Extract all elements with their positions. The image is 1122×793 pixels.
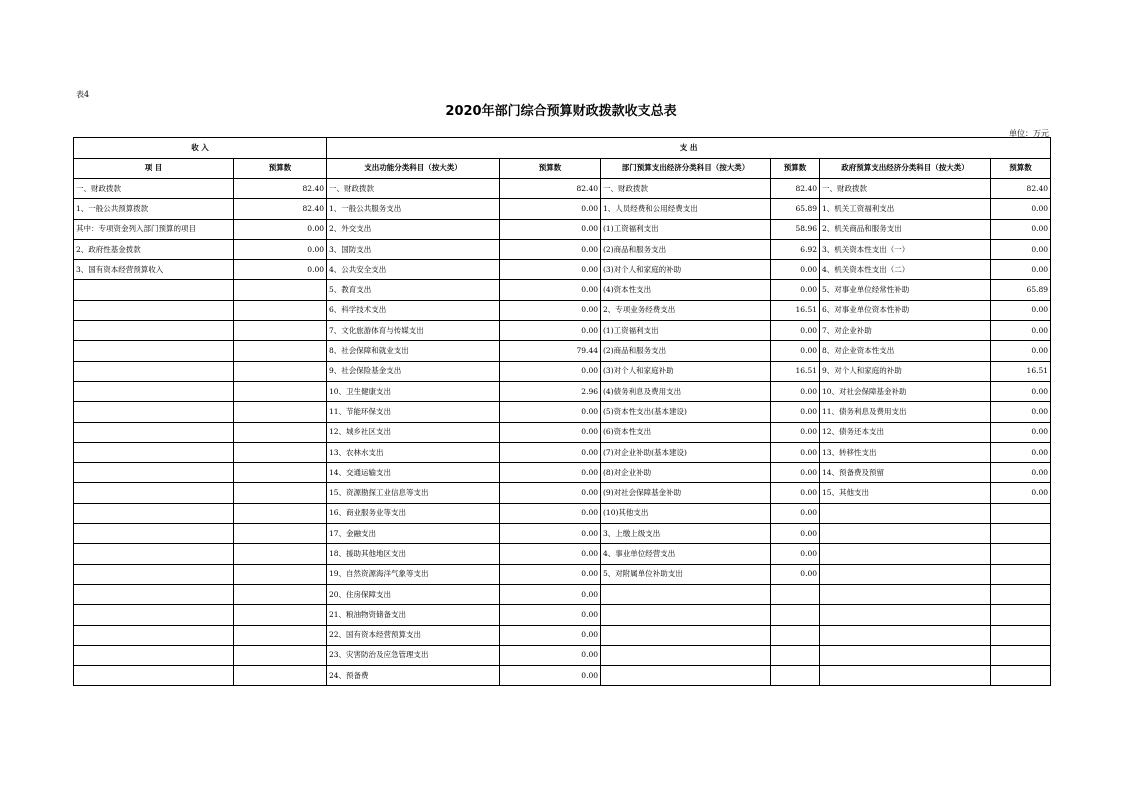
gov-economic-item-cell — [820, 605, 991, 625]
gov-economic-item-cell — [820, 625, 991, 645]
function-item-cell: 21、粮油物资储备支出 — [327, 605, 500, 625]
gov-economic-amount-cell: 0.00 — [991, 199, 1051, 219]
table-row — [74, 219, 1051, 239]
income-amount-cell — [234, 483, 327, 503]
gov-economic-item-cell: 8、对企业资本性支出 — [820, 341, 991, 361]
table-row — [74, 564, 1051, 584]
function-item-cell: 4、公共安全支出 — [327, 260, 500, 280]
income-item-cell — [74, 463, 234, 483]
gov-economic-item-cell — [820, 544, 991, 564]
function-item-cell: 一、财政拨款 — [327, 179, 500, 199]
income-item-cell — [74, 442, 234, 462]
gov-economic-amount-cell: 0.00 — [991, 422, 1051, 442]
table-row — [74, 402, 1051, 422]
function-item-cell: 18、援助其他地区支出 — [327, 544, 500, 564]
dept-economic-amount-cell: 65.89 — [771, 199, 820, 219]
dept-economic-amount-cell — [771, 645, 820, 665]
income-amount-cell — [234, 564, 327, 584]
income-amount-cell — [234, 381, 327, 401]
header-row-columns — [74, 158, 1051, 179]
function-item-cell: 10、卫生健康支出 — [327, 381, 500, 401]
dept-economic-item-cell: (1)工资福利支出 — [601, 321, 771, 341]
income-item-cell: 3、国有资本经营预算收入 — [74, 260, 234, 280]
income-item-cell — [74, 402, 234, 422]
income-amount-cell — [234, 503, 327, 523]
table-row — [74, 179, 1051, 199]
gov-economic-amount-cell — [991, 605, 1051, 625]
dept-economic-amount-cell: 16.51 — [771, 300, 820, 320]
income-item-cell — [74, 625, 234, 645]
table-row — [74, 361, 1051, 381]
income-item-cell — [74, 381, 234, 401]
table-row — [74, 300, 1051, 320]
income-item-cell — [74, 605, 234, 625]
income-amount-cell — [234, 361, 327, 381]
table-row — [74, 666, 1051, 686]
income-amount-cell — [234, 280, 327, 300]
function-item-cell: 2、外交支出 — [327, 219, 500, 239]
gov-economic-item-cell: 15、其他支出 — [820, 483, 991, 503]
income-item-cell — [74, 524, 234, 544]
col-budget-header: 预算数 — [771, 158, 820, 179]
table-row — [74, 645, 1051, 665]
gov-economic-item-cell: 6、对事业单位资本性补助 — [820, 300, 991, 320]
dept-economic-item-cell: (4)债务利息及费用支出 — [601, 381, 771, 401]
dept-economic-item-cell: (1)工资福利支出 — [601, 219, 771, 239]
income-item-cell: 2、政府性基金拨款 — [74, 239, 234, 259]
income-amount-cell: 82.40 — [234, 179, 327, 199]
function-item-cell: 22、国有资本经营预算支出 — [327, 625, 500, 645]
gov-economic-item-cell — [820, 666, 991, 686]
table-row — [74, 280, 1051, 300]
dept-economic-item-cell: 一、财政拨款 — [601, 179, 771, 199]
function-item-cell: 19、自然资源海洋气象等支出 — [327, 564, 500, 584]
function-item-cell: 20、住房保障支出 — [327, 584, 500, 604]
dept-economic-amount-cell: 0.00 — [771, 503, 820, 523]
function-item-cell: 6、科学技术支出 — [327, 300, 500, 320]
gov-economic-item-cell: 9、对个人和家庭的补助 — [820, 361, 991, 381]
dept-economic-amount-cell: 58.96 — [771, 219, 820, 239]
function-amount-cell: 0.00 — [500, 260, 601, 280]
gov-economic-item-cell: 14、预备费及预留 — [820, 463, 991, 483]
expense-header: 支 出 — [327, 138, 1051, 159]
income-amount-cell — [234, 584, 327, 604]
income-item-cell: 一、财政拨款 — [74, 179, 234, 199]
dept-economic-amount-cell: 16.51 — [771, 361, 820, 381]
table-row — [74, 524, 1051, 544]
col-budget-header: 预算数 — [991, 158, 1051, 179]
function-item-cell: 7、文化旅游体育与传媒支出 — [327, 321, 500, 341]
income-amount-cell — [234, 605, 327, 625]
dept-economic-amount-cell: 0.00 — [771, 341, 820, 361]
dept-economic-item-cell: 4、事业单位经营支出 — [601, 544, 771, 564]
gov-economic-item-cell: 3、机关资本性支出（一） — [820, 239, 991, 259]
dept-economic-amount-cell — [771, 584, 820, 604]
income-item-cell — [74, 280, 234, 300]
gov-economic-amount-cell: 0.00 — [991, 300, 1051, 320]
table-row — [74, 605, 1051, 625]
col-budget-header: 预算数 — [500, 158, 601, 179]
function-amount-cell: 79.44 — [500, 341, 601, 361]
income-amount-cell — [234, 463, 327, 483]
function-amount-cell: 0.00 — [500, 199, 601, 219]
income-item-cell — [74, 584, 234, 604]
income-amount-cell — [234, 442, 327, 462]
function-amount-cell: 0.00 — [500, 219, 601, 239]
unit-label: 单位：万元 — [1009, 129, 1049, 138]
function-item-cell: 11、节能环保支出 — [327, 402, 500, 422]
dept-economic-amount-cell: 6.92 — [771, 239, 820, 259]
function-amount-cell: 0.00 — [500, 422, 601, 442]
dept-economic-item-cell: (2)商品和服务支出 — [601, 341, 771, 361]
dept-economic-item-cell: (3)对个人和家庭补助 — [601, 361, 771, 381]
income-item-cell — [74, 341, 234, 361]
dept-economic-item-cell: (6)资本性支出 — [601, 422, 771, 442]
function-item-cell: 14、交通运输支出 — [327, 463, 500, 483]
dept-economic-item-cell: 1、人员经费和公用经费支出 — [601, 199, 771, 219]
dept-economic-item-cell: 2、专项业务经费支出 — [601, 300, 771, 320]
gov-economic-item-cell: 12、债务还本支出 — [820, 422, 991, 442]
dept-economic-amount-cell: 0.00 — [771, 260, 820, 280]
header-row-group — [74, 138, 1051, 159]
gov-economic-item-cell — [820, 564, 991, 584]
dept-economic-item-cell: 3、上缴上级支出 — [601, 524, 771, 544]
function-amount-cell: 0.00 — [500, 645, 601, 665]
gov-economic-amount-cell — [991, 584, 1051, 604]
function-item-cell: 12、城乡社区支出 — [327, 422, 500, 442]
table-row — [74, 199, 1051, 219]
income-item-cell — [74, 483, 234, 503]
income-amount-cell — [234, 300, 327, 320]
gov-economic-amount-cell: 16.51 — [991, 361, 1051, 381]
table-number: 表4 — [76, 90, 90, 99]
function-item-cell: 9、社会保险基金支出 — [327, 361, 500, 381]
income-amount-cell — [234, 524, 327, 544]
income-header: 收 入 — [74, 138, 327, 159]
gov-economic-amount-cell: 0.00 — [991, 321, 1051, 341]
dept-economic-amount-cell — [771, 666, 820, 686]
function-amount-cell: 0.00 — [500, 321, 601, 341]
table-row — [74, 239, 1051, 259]
gov-economic-amount-cell — [991, 503, 1051, 523]
table-row — [74, 503, 1051, 523]
dept-economic-amount-cell: 0.00 — [771, 280, 820, 300]
gov-economic-amount-cell: 65.89 — [991, 280, 1051, 300]
dept-economic-amount-cell: 0.00 — [771, 483, 820, 503]
gov-economic-amount-cell: 82.40 — [991, 179, 1051, 199]
table-row — [74, 584, 1051, 604]
table-row — [74, 321, 1051, 341]
function-item-cell: 16、商业服务业等支出 — [327, 503, 500, 523]
income-item-cell — [74, 503, 234, 523]
col-item-header: 项 目 — [74, 158, 234, 179]
function-amount-cell: 0.00 — [500, 442, 601, 462]
table-row — [74, 442, 1051, 462]
gov-economic-item-cell: 10、对社会保障基金补助 — [820, 381, 991, 401]
gov-economic-item-cell: 7、对企业补助 — [820, 321, 991, 341]
income-amount-cell: 82.40 — [234, 199, 327, 219]
income-amount-cell — [234, 422, 327, 442]
gov-economic-item-cell: 4、机关资本性支出（二） — [820, 260, 991, 280]
dept-economic-amount-cell: 0.00 — [771, 442, 820, 462]
dept-economic-item-cell: (7)对企业补助(基本建设) — [601, 442, 771, 462]
table-row — [74, 381, 1051, 401]
income-item-cell — [74, 544, 234, 564]
budget-table — [73, 137, 1051, 686]
gov-economic-amount-cell: 0.00 — [991, 402, 1051, 422]
dept-economic-item-cell — [601, 605, 771, 625]
dept-economic-item-cell: (3)对个人和家庭的补助 — [601, 260, 771, 280]
gov-economic-amount-cell — [991, 625, 1051, 645]
function-amount-cell: 0.00 — [500, 625, 601, 645]
gov-economic-item-cell: 一、财政拨款 — [820, 179, 991, 199]
table-row — [74, 260, 1051, 280]
col-function-header: 支出功能分类科目（按大类） — [327, 158, 500, 179]
income-item-cell — [74, 645, 234, 665]
function-amount-cell: 0.00 — [500, 463, 601, 483]
table-row — [74, 625, 1051, 645]
function-amount-cell: 0.00 — [500, 239, 601, 259]
income-amount-cell — [234, 341, 327, 361]
income-amount-cell: 0.00 — [234, 219, 327, 239]
page-title: 2020年部门综合预算财政拨款收支总表 — [445, 104, 677, 119]
gov-economic-amount-cell — [991, 666, 1051, 686]
income-amount-cell: 0.00 — [234, 239, 327, 259]
gov-economic-item-cell — [820, 584, 991, 604]
income-amount-cell: 0.00 — [234, 260, 327, 280]
function-amount-cell: 0.00 — [500, 564, 601, 584]
income-item-cell — [74, 422, 234, 442]
gov-economic-amount-cell: 0.00 — [991, 341, 1051, 361]
gov-economic-item-cell — [820, 645, 991, 665]
gov-economic-item-cell: 11、债务利息及费用支出 — [820, 402, 991, 422]
gov-economic-item-cell: 13、转移性支出 — [820, 442, 991, 462]
table-row — [74, 463, 1051, 483]
gov-economic-item-cell: 1、机关工资福利支出 — [820, 199, 991, 219]
function-amount-cell: 0.00 — [500, 524, 601, 544]
income-item-cell: 其中：专项资金列入部门预算的项目 — [74, 219, 234, 239]
dept-economic-amount-cell: 0.00 — [771, 564, 820, 584]
gov-economic-amount-cell: 0.00 — [991, 463, 1051, 483]
gov-economic-amount-cell — [991, 524, 1051, 544]
function-item-cell: 5、教育支出 — [327, 280, 500, 300]
gov-economic-amount-cell: 0.00 — [991, 381, 1051, 401]
dept-economic-item-cell — [601, 645, 771, 665]
function-amount-cell: 0.00 — [500, 483, 601, 503]
col-dept-economic-header: 部门预算支出经济分类科目（按大类） — [601, 158, 771, 179]
dept-economic-item-cell: (4)资本性支出 — [601, 280, 771, 300]
function-amount-cell: 2.96 — [500, 381, 601, 401]
gov-economic-item-cell — [820, 524, 991, 544]
function-item-cell: 1、一般公共服务支出 — [327, 199, 500, 219]
function-amount-cell: 0.00 — [500, 666, 601, 686]
income-item-cell — [74, 300, 234, 320]
income-amount-cell — [234, 645, 327, 665]
income-amount-cell — [234, 666, 327, 686]
dept-economic-item-cell: (10)其他支出 — [601, 503, 771, 523]
dept-economic-amount-cell: 0.00 — [771, 321, 820, 341]
dept-economic-amount-cell — [771, 605, 820, 625]
gov-economic-amount-cell — [991, 564, 1051, 584]
income-item-cell — [74, 564, 234, 584]
gov-economic-amount-cell: 0.00 — [991, 239, 1051, 259]
dept-economic-amount-cell: 0.00 — [771, 463, 820, 483]
gov-economic-amount-cell: 0.00 — [991, 442, 1051, 462]
dept-economic-amount-cell: 82.40 — [771, 179, 820, 199]
dept-economic-item-cell: (2)商品和服务支出 — [601, 239, 771, 259]
function-amount-cell: 0.00 — [500, 402, 601, 422]
function-amount-cell: 0.00 — [500, 544, 601, 564]
gov-economic-amount-cell: 0.00 — [991, 483, 1051, 503]
table-row — [74, 341, 1051, 361]
dept-economic-amount-cell: 0.00 — [771, 402, 820, 422]
dept-economic-item-cell — [601, 666, 771, 686]
function-amount-cell: 0.00 — [500, 280, 601, 300]
dept-economic-item-cell: 5、对附属单位补助支出 — [601, 564, 771, 584]
gov-economic-item-cell: 2、机关商品和服务支出 — [820, 219, 991, 239]
dept-economic-amount-cell: 0.00 — [771, 422, 820, 442]
function-item-cell: 15、资源勘探工业信息等支出 — [327, 483, 500, 503]
function-item-cell: 8、社会保障和就业支出 — [327, 341, 500, 361]
function-item-cell: 23、灾害防治及应急管理支出 — [327, 645, 500, 665]
function-item-cell: 17、金融支出 — [327, 524, 500, 544]
income-amount-cell — [234, 544, 327, 564]
gov-economic-item-cell — [820, 503, 991, 523]
gov-economic-amount-cell — [991, 645, 1051, 665]
function-amount-cell: 0.00 — [500, 503, 601, 523]
income-item-cell — [74, 321, 234, 341]
function-item-cell: 13、农林水支出 — [327, 442, 500, 462]
income-amount-cell — [234, 625, 327, 645]
income-amount-cell — [234, 321, 327, 341]
dept-economic-item-cell: (8)对企业补助 — [601, 463, 771, 483]
function-amount-cell: 0.00 — [500, 361, 601, 381]
table-row — [74, 483, 1051, 503]
function-amount-cell: 0.00 — [500, 584, 601, 604]
dept-economic-amount-cell: 0.00 — [771, 381, 820, 401]
gov-economic-amount-cell: 0.00 — [991, 219, 1051, 239]
gov-economic-amount-cell — [991, 544, 1051, 564]
income-item-cell — [74, 666, 234, 686]
function-amount-cell: 82.40 — [500, 179, 601, 199]
income-item-cell: 1、一般公共预算拨款 — [74, 199, 234, 219]
col-gov-economic-header: 政府预算支出经济分类科目（按大类） — [820, 158, 991, 179]
dept-economic-item-cell — [601, 584, 771, 604]
dept-economic-item-cell: (5)资本性支出(基本建设) — [601, 402, 771, 422]
dept-economic-amount-cell — [771, 625, 820, 645]
dept-economic-item-cell — [601, 625, 771, 645]
function-item-cell: 3、国防支出 — [327, 239, 500, 259]
col-budget-header: 预算数 — [234, 158, 327, 179]
table-row — [74, 422, 1051, 442]
dept-economic-amount-cell: 0.00 — [771, 544, 820, 564]
table-row — [74, 544, 1051, 564]
dept-economic-item-cell: (9)对社会保障基金补助 — [601, 483, 771, 503]
gov-economic-amount-cell: 0.00 — [991, 260, 1051, 280]
income-item-cell — [74, 361, 234, 381]
income-amount-cell — [234, 402, 327, 422]
dept-economic-amount-cell: 0.00 — [771, 524, 820, 544]
function-item-cell: 24、预备费 — [327, 666, 500, 686]
gov-economic-item-cell: 5、对事业单位经常性补助 — [820, 280, 991, 300]
function-amount-cell: 0.00 — [500, 300, 601, 320]
function-amount-cell: 0.00 — [500, 605, 601, 625]
